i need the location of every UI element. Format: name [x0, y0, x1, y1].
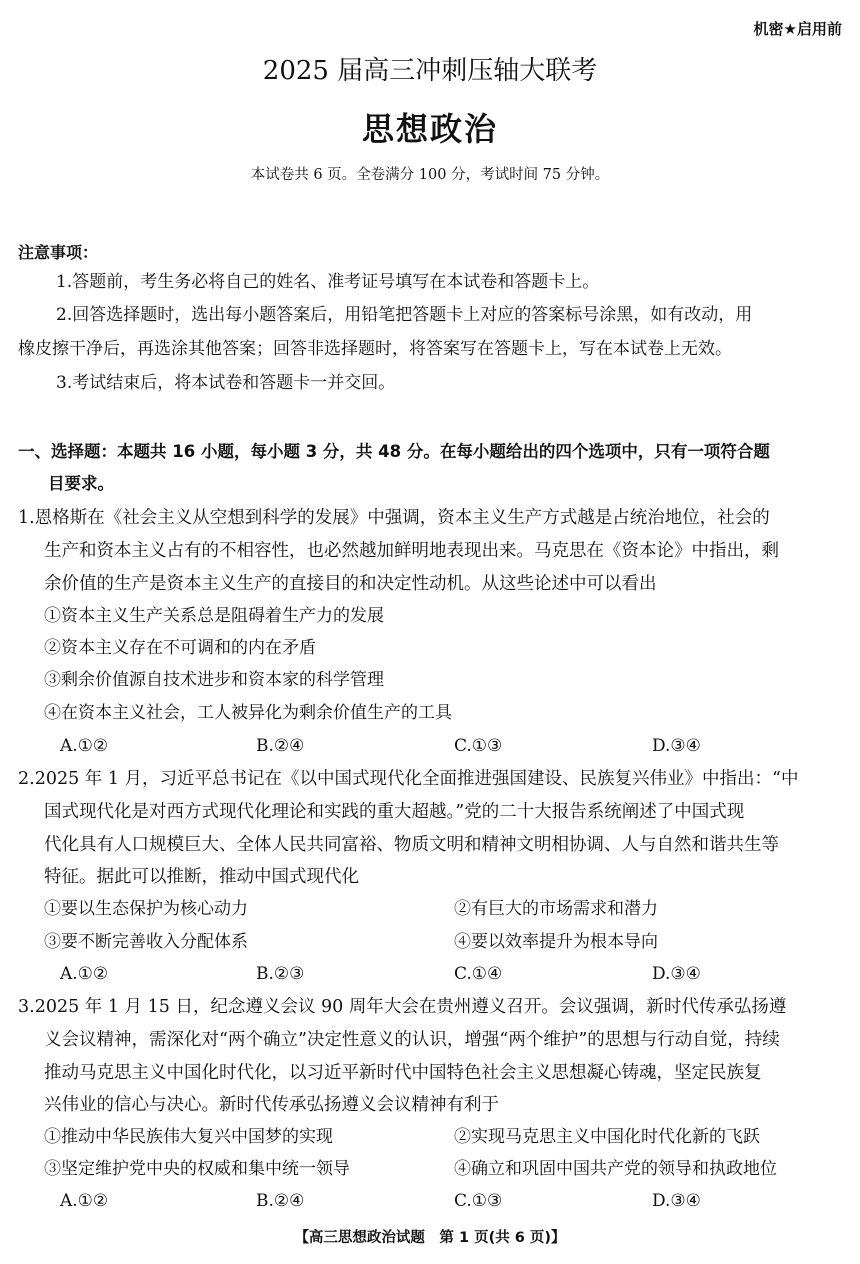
section-heading-line-1: 一、选择题：本题共 16 小题，每小题 3 分，共 48 分。在每小题给出的四个选项中，只有一项符合题: [18, 442, 770, 461]
note-1: 1.答题前，考生务必将自己的姓名、准考证号填写在本试卷和答题卡上。: [56, 272, 600, 292]
q3-choice-d: D.③④: [652, 1191, 701, 1211]
q2-choice-c: C.①④: [454, 964, 503, 984]
q1-stem-line-3: 余价值的生产是资本主义生产的直接目的和决定性动机。从这些论述中可以看出: [44, 574, 657, 594]
q2-option-1: ①要以生态保护为核心动力: [44, 899, 248, 919]
q1-choice-c: C.①③: [454, 736, 503, 756]
q2-stem-line-4: 特征。据此可以推断，推动中国式现代化: [44, 867, 359, 887]
q1-stem-line-1: 1.恩格斯在《社会主义从空想到科学的发展》中强调，资本主义生产方式越是占统治地位，社会的: [18, 508, 770, 528]
q2-choice-d: D.③④: [652, 964, 701, 984]
q1-stem-line-2: 生产和资本主义占有的不相容性，也必然越加鲜明地表现出来。马克思在《资本论》中指出，剩: [44, 541, 779, 561]
note-2-line-1: 2.回答选择题时，选出每小题答案后，用铅笔把答题卡上对应的答案标号涂黑，如有改动，用: [56, 305, 753, 325]
notes-heading: 注意事项：: [18, 243, 99, 262]
confidential-label: 机密★启用前: [753, 20, 842, 38]
q2-choice-a: A.①②: [60, 964, 109, 984]
exam-title: 2025 届高三冲刺压轴大联考: [262, 56, 598, 86]
q3-stem-line-3: 推动马克思主义中国化时代化，以习近平新时代中国特色社会主义思想凝心铸魂，坚定民族复: [44, 1063, 762, 1083]
section-heading-line-2: 目要求。: [48, 474, 114, 493]
subject-title: 思想政治: [361, 110, 498, 148]
q2-option-4: ④要以效率提升为根本导向: [454, 932, 658, 952]
q3-option-2: ②实现马克思主义中国化时代化新的飞跃: [454, 1127, 760, 1147]
page-footer: 【高三思想政治试题 第 1 页(共 6 页)】: [294, 1230, 566, 1246]
q1-option-4: ④在资本主义社会，工人被异化为剩余价值生产的工具: [44, 703, 452, 723]
q3-choice-a: A.①②: [60, 1191, 109, 1211]
q3-option-4: ④确立和巩固中国共产党的领导和执政地位: [454, 1159, 777, 1179]
note-3: 3.考试结束后，将本试卷和答题卡一并交回。: [56, 373, 396, 393]
q2-stem-line-2: 国式现代化是对西方式现代化理论和实践的重大超越。”党的二十大报告系统阐述了中国式现: [44, 802, 745, 822]
q3-stem-line-4: 兴伟业的信心与决心。新时代传承弘扬遵义会议精神有利于: [44, 1095, 499, 1115]
q2-option-3: ③要不断完善收入分配体系: [44, 932, 248, 952]
q2-stem-line-1: 2.2025 年 1 月，习近平总书记在《以中国式现代化全面推进强国建设、民族复兴伟业》中指出：“中: [18, 769, 799, 789]
q2-option-2: ②有巨大的市场需求和潜力: [454, 899, 658, 919]
q3-option-1: ①推动中华民族伟大复兴中国梦的实现: [44, 1127, 333, 1147]
q1-option-2: ②资本主义存在不可调和的内在矛盾: [44, 638, 316, 658]
q3-stem-line-2: 义会议精神，需深化对“两个确立”决定性意义的认识，增强“两个维护”的思想与行动自觉，持续: [44, 1030, 780, 1050]
q3-choice-b: B.②④: [256, 1191, 305, 1211]
q2-choice-b: B.②③: [256, 964, 305, 984]
q2-stem-line-3: 代化具有人口规模巨大、全体人民共同富裕、物质文明和精神文明相协调、人与自然和谐共生等: [44, 835, 779, 855]
q3-choice-c: C.①③: [454, 1191, 503, 1211]
q1-choice-a: A.①②: [60, 736, 109, 756]
q1-option-3: ③剩余价值源自技术进步和资本家的科学管理: [44, 670, 384, 690]
q3-stem-line-1: 3.2025 年 1 月 15 日，纪念遵义会议 90 周年大会在贵州遵义召开。会议强调，新时代传承弘扬遵: [18, 997, 787, 1017]
q3-option-3: ③坚定维护党中央的权威和集中统一领导: [44, 1159, 350, 1179]
note-2-line-2: 橡皮擦干净后，再选涂其他答案；回答非选择题时，将答案写在答题卡上，写在本试卷上无效。: [18, 339, 732, 359]
exam-info: 本试卷共 6 页。全卷满分 100 分，考试时间 75 分钟。: [250, 167, 610, 183]
q1-option-1: ①资本主义生产关系总是阻碍着生产力的发展: [44, 606, 384, 626]
q1-choice-b: B.②④: [256, 736, 305, 756]
q1-choice-d: D.③④: [652, 736, 701, 756]
